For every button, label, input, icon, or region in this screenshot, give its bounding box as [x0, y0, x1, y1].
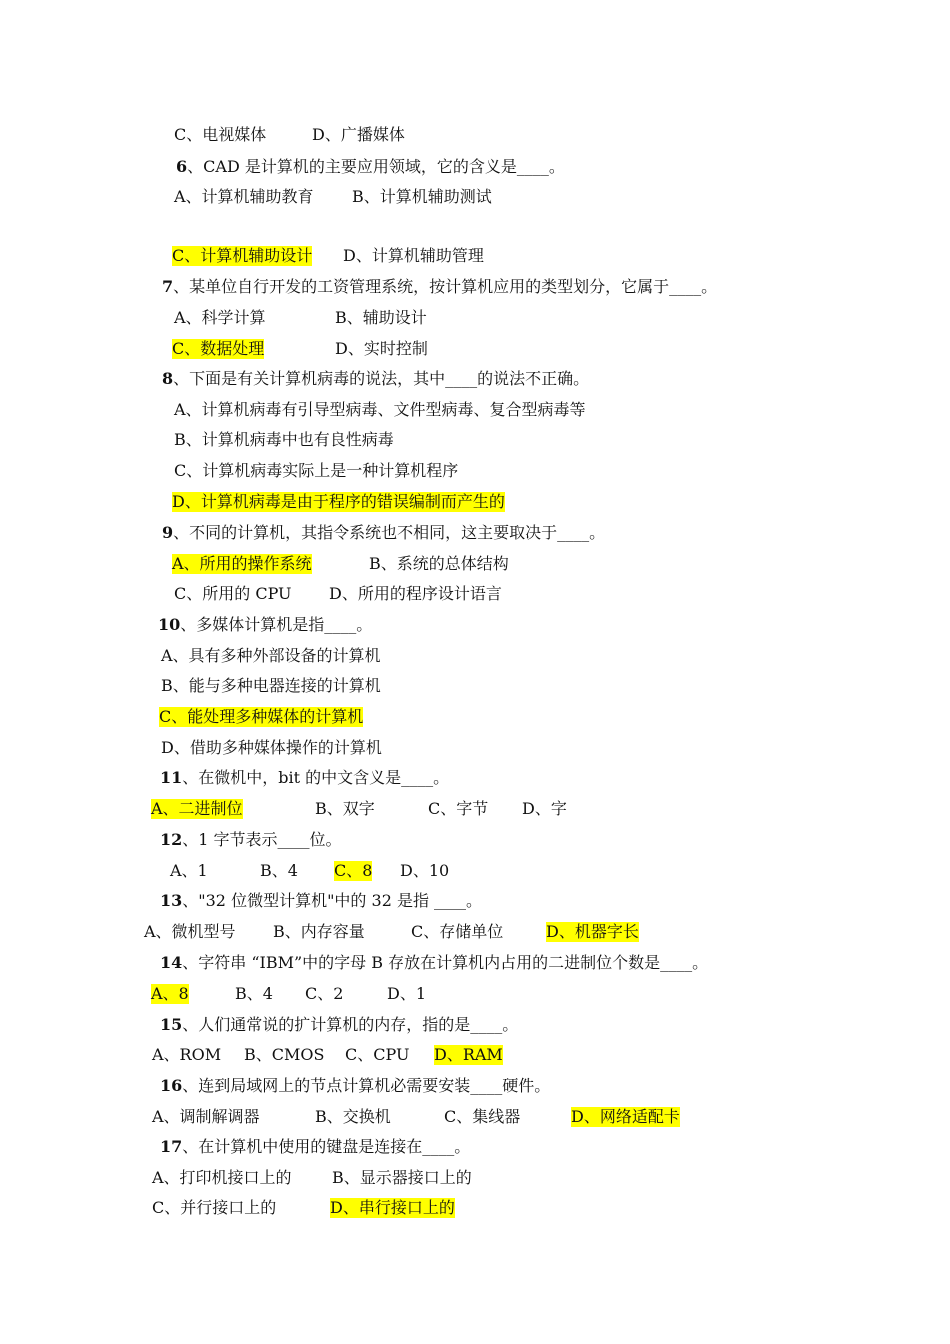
- option-text: C、存储单位: [411, 922, 504, 941]
- question-text: 、某单位自行开发的工资管理系统，按计算机应用的类型划分，它属于____。: [173, 277, 718, 296]
- option-text: D、实时控制: [335, 339, 428, 358]
- answer-highlight: C、数据处理: [172, 339, 265, 358]
- option-text: B、显示器接口上的: [332, 1168, 472, 1187]
- option-text: A、计算机病毒有引导型病毒、文件型病毒、复合型病毒等: [174, 400, 586, 419]
- answer-highlight: A、所用的操作系统: [172, 554, 312, 573]
- question-number: 14: [160, 953, 183, 972]
- question-text: 、在计算机中使用的键盘是连接在____。: [182, 1137, 471, 1156]
- answer-highlight: C、计算机辅助设计: [172, 246, 313, 265]
- question-15: [160, 1015, 518, 1035]
- question-number: 10: [158, 615, 181, 634]
- option-text: A、1: [170, 861, 208, 880]
- question-10: [158, 615, 372, 635]
- option-text: C、集线器: [444, 1107, 521, 1126]
- option-text: D、1: [387, 984, 427, 1003]
- question-text: 、在微机中，bit 的中文含义是____。: [182, 768, 450, 787]
- option-text: B、4: [235, 984, 273, 1003]
- question-number: 6: [176, 157, 188, 176]
- question-number: 7: [162, 277, 174, 296]
- answer-highlight: C、能处理多种媒体的计算机: [159, 707, 364, 726]
- option-text: C、电视媒体: [174, 125, 267, 144]
- option-text: D、计算机辅助管理: [343, 246, 484, 265]
- question-12: [160, 830, 342, 850]
- option-text: D、字: [522, 799, 567, 818]
- option-text: C、所用的 CPU: [174, 584, 292, 603]
- question-number: 9: [162, 523, 174, 542]
- question-number: 11: [160, 768, 183, 787]
- option-text: C、2: [305, 984, 344, 1003]
- option-text: D、10: [400, 861, 450, 880]
- option-text: D、所用的程序设计语言: [329, 584, 502, 603]
- option-text: A、科学计算: [174, 308, 266, 327]
- option-text: C、计算机病毒实际上是一种计算机程序: [174, 461, 459, 480]
- answer-highlight: D、计算机病毒是由于程序的错误编制而产生的: [172, 492, 505, 511]
- answer-highlight: A、8: [151, 984, 189, 1003]
- option-text: D、广播媒体: [312, 125, 405, 144]
- option-text: A、ROM: [152, 1045, 222, 1064]
- answer-highlight: A、二进制位: [151, 799, 243, 818]
- option-text: D、借助多种媒体操作的计算机: [161, 738, 382, 757]
- option-text: B、交换机: [315, 1107, 391, 1126]
- option-text: B、系统的总体结构: [369, 554, 509, 573]
- question-number: 12: [160, 830, 183, 849]
- question-number: 17: [160, 1137, 183, 1156]
- option-text: A、调制解调器: [152, 1107, 260, 1126]
- question-7: [162, 277, 717, 297]
- option-text: A、微机型号: [144, 922, 236, 941]
- option-text: B、计算机辅助测试: [352, 187, 492, 206]
- question-text: 、"32 位微型计算机"中的 32 是指 ____。: [182, 891, 483, 910]
- question-number: 13: [160, 891, 183, 910]
- question-text: 、不同的计算机，其指令系统也不相同，这主要取决于____。: [173, 523, 606, 542]
- option-text: B、计算机病毒中也有良性病毒: [174, 430, 394, 449]
- option-text: C、字节: [428, 799, 489, 818]
- option-text: B、能与多种电器连接的计算机: [161, 676, 381, 695]
- question-14: [160, 953, 708, 973]
- option-text: B、双字: [315, 799, 375, 818]
- question-11: [160, 768, 449, 788]
- option-text: A、具有多种外部设备的计算机: [161, 646, 381, 665]
- question-text: 、连到局域网上的节点计算机必需要安装____硬件。: [182, 1076, 551, 1095]
- answer-highlight: D、RAM: [434, 1045, 503, 1064]
- question-17: [160, 1137, 470, 1157]
- question-text: 、下面是有关计算机病毒的说法，其中____的说法不正确。: [173, 369, 590, 388]
- question-text: 、1 字节表示____位。: [182, 830, 342, 849]
- answer-highlight: D、网络适配卡: [571, 1107, 680, 1126]
- question-6: [176, 157, 565, 177]
- option-text: A、计算机辅助教育: [174, 187, 314, 206]
- option-text: B、4: [260, 861, 298, 880]
- question-number: 15: [160, 1015, 183, 1034]
- question-8: [162, 369, 589, 389]
- question-number: 16: [160, 1076, 183, 1095]
- question-text: 、CAD 是计算机的主要应用领域，它的含义是____。: [187, 157, 565, 176]
- question-16: [160, 1076, 550, 1096]
- question-number: 8: [162, 369, 174, 388]
- answer-highlight: D、串行接口上的: [330, 1198, 455, 1217]
- answer-highlight: C、8: [334, 861, 373, 880]
- question-text: 、人们通常说的扩计算机的内存，指的是____。: [182, 1015, 519, 1034]
- option-text: B、内存容量: [273, 922, 365, 941]
- question-text: 、多媒体计算机是指____。: [180, 615, 373, 634]
- option-text: C、CPU: [345, 1045, 410, 1064]
- question-text: 、字符串 “IBM”中的字母 B 存放在计算机内占用的二进制位个数是____。: [182, 953, 709, 972]
- answer-highlight: D、机器字长: [546, 922, 639, 941]
- option-text: C、并行接口上的: [152, 1198, 277, 1217]
- option-text: B、辅助设计: [335, 308, 427, 327]
- question-9: [162, 523, 605, 543]
- option-text: B、CMOS: [244, 1045, 325, 1064]
- option-text: A、打印机接口上的: [152, 1168, 292, 1187]
- question-13: [160, 891, 482, 911]
